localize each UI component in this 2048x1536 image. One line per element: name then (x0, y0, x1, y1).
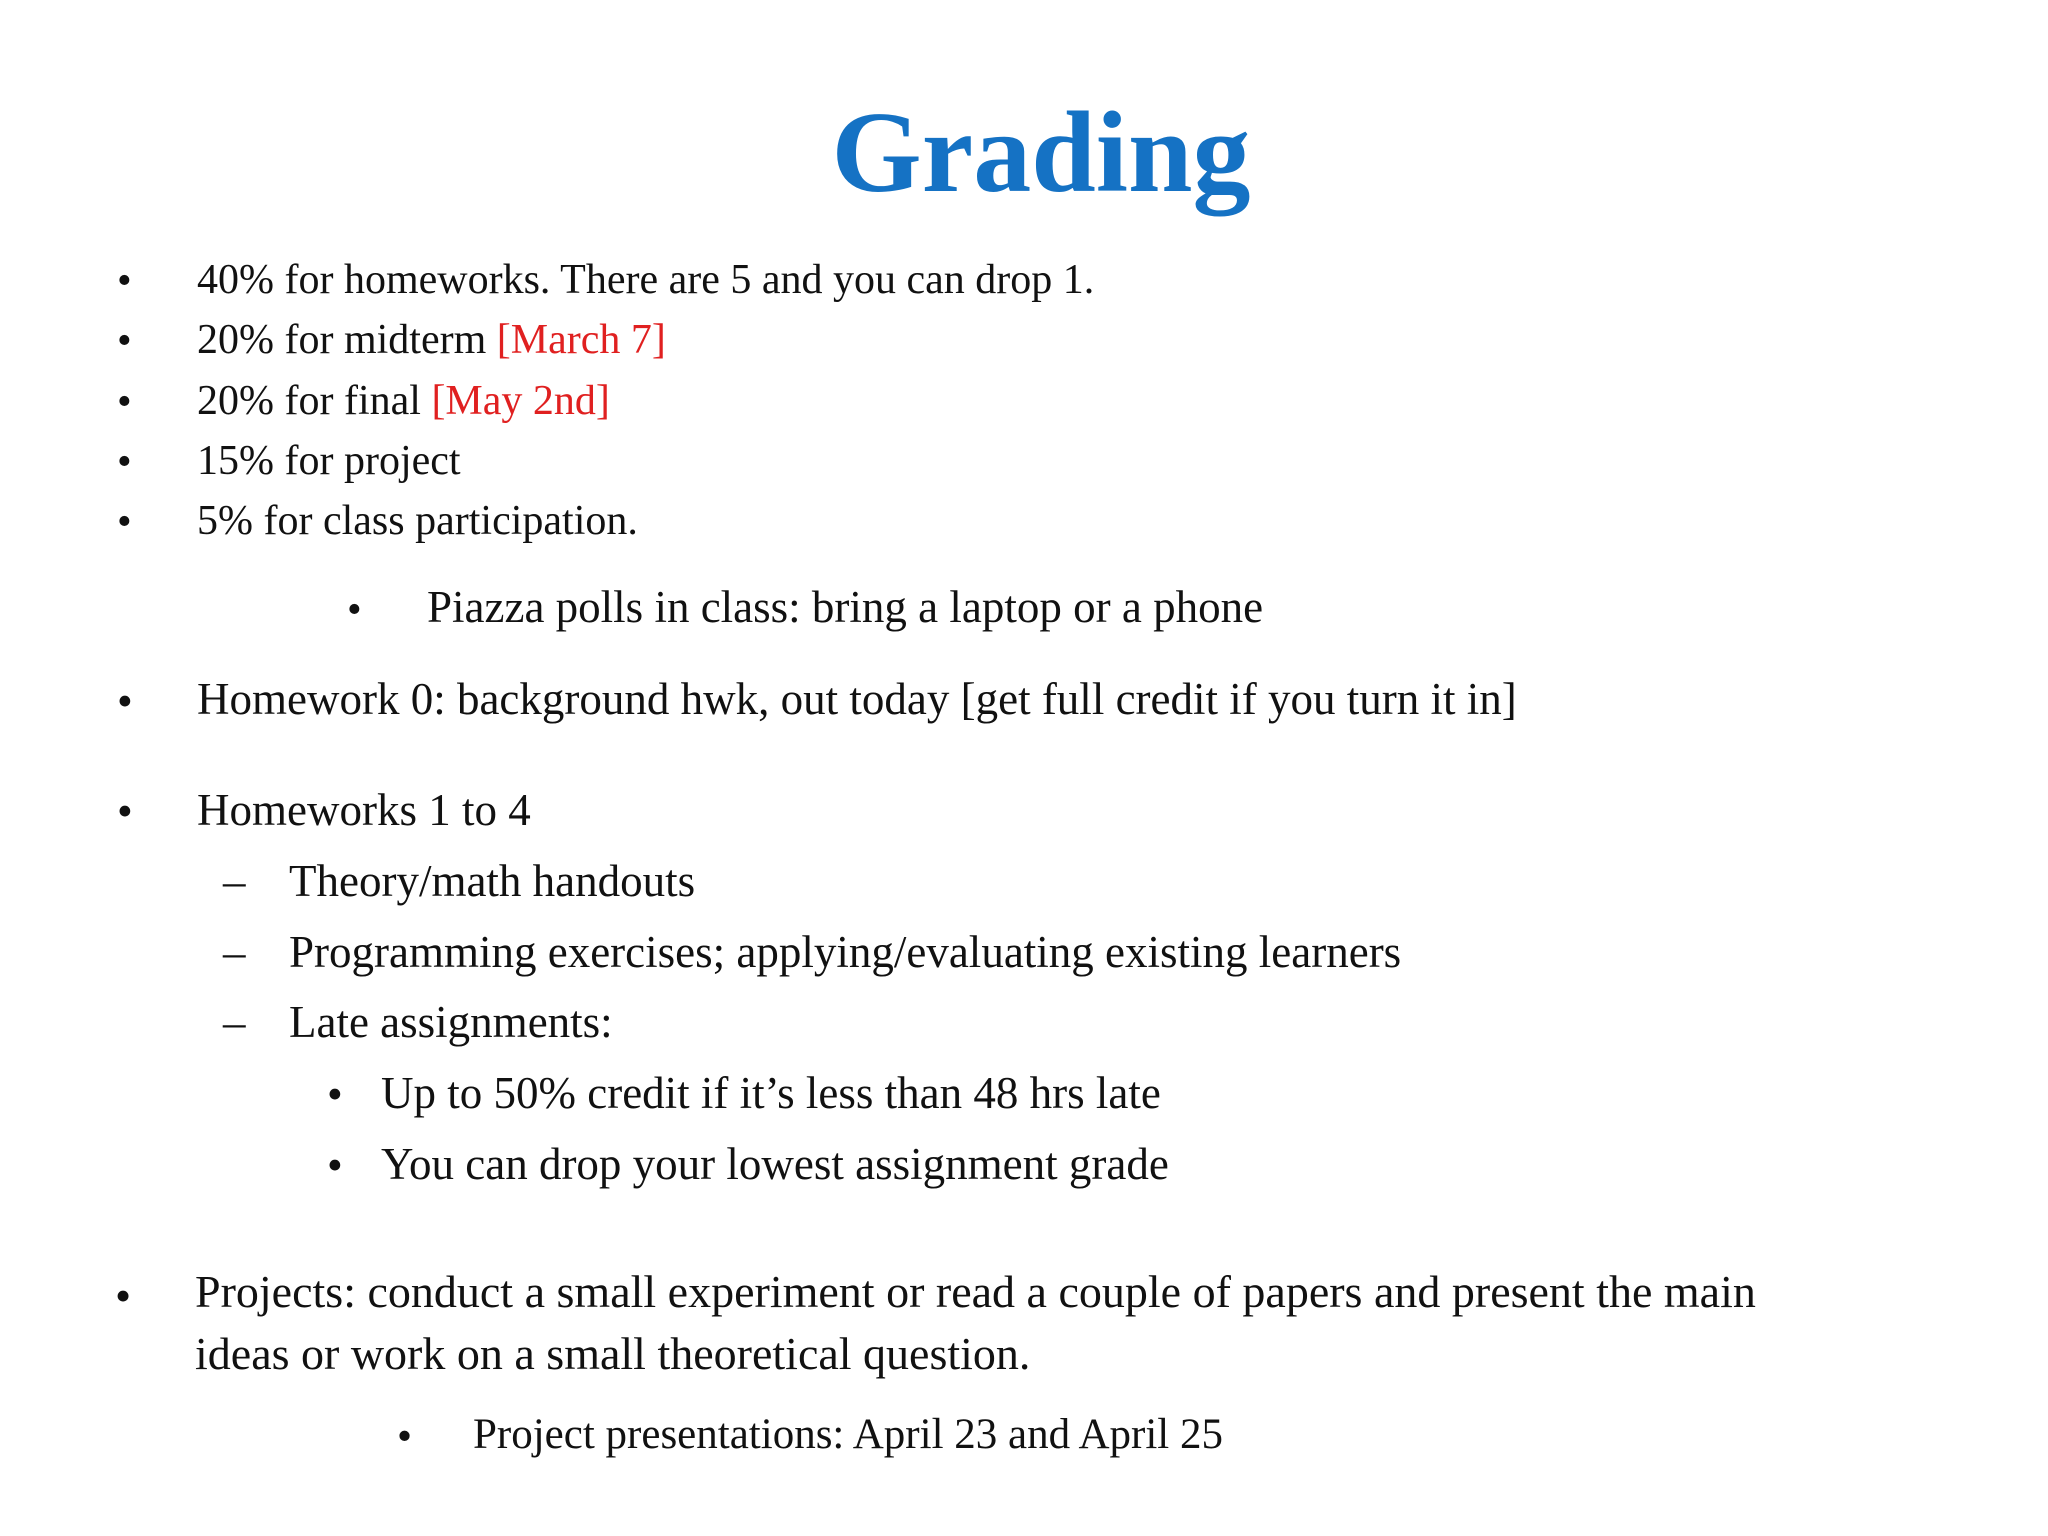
homeworks-weight-item: 40% for homeworks. There are 5 and you can drop 1. (197, 257, 1095, 303)
bullet-icon: • (115, 1270, 132, 1321)
homework0-item: Homework 0: background hwk, out today [get full credit if you turn it in] (197, 674, 1517, 724)
projects-item-line1: Projects: conduct a small experiment or read a couple of papers and present the main (195, 1266, 1756, 1317)
bullet-icon: • (117, 318, 132, 364)
bullet-icon: • (397, 1413, 413, 1460)
bullet-icon: • (117, 499, 132, 545)
drop-lowest-item: You can drop your lowest assignment grade (381, 1139, 1169, 1189)
bullet-icon: • (117, 676, 133, 726)
bullet-icon: • (347, 587, 362, 633)
late-assignments-item: Late assignments: (289, 997, 613, 1047)
dash-icon: – (223, 856, 246, 906)
bullet-icon: • (117, 379, 132, 425)
programming-item: Programming exercises; applying/evaluating existing learners (289, 927, 1402, 977)
bullet-icon: • (327, 1140, 343, 1190)
final-label: 20% for final (197, 378, 432, 424)
page-title: Grading (831, 89, 1251, 217)
participation-weight-item: 5% for class participation. (197, 498, 638, 544)
dash-icon: – (223, 997, 246, 1047)
theory-item: Theory/math handouts (289, 856, 696, 906)
presentations-item: Project presentations: April 23 and April 25 (473, 1411, 1224, 1458)
midterm-date: [March 7] (496, 317, 666, 363)
piazza-item: Piazza polls in class: bring a laptop or a phone (427, 582, 1264, 632)
bullet-icon: • (117, 258, 132, 304)
bullet-icon: • (327, 1069, 343, 1119)
bullet-icon: • (117, 786, 133, 836)
dash-icon: – (223, 927, 246, 977)
final-date: [May 2nd] (431, 378, 610, 424)
bullet-icon: • (117, 439, 132, 485)
midterm-weight-item (197, 319, 666, 361)
projects-item-line2: ideas or work on a small theoretical question. (195, 1328, 1031, 1379)
homeworks-1-4-item: Homeworks 1 to 4 (197, 785, 531, 835)
late-credit-item: Up to 50% credit if it’s less than 48 hrs late (381, 1068, 1161, 1118)
midterm-label: 20% for midterm (197, 317, 497, 363)
final-weight-item (197, 380, 610, 422)
project-weight-item: 15% for project (197, 438, 461, 484)
